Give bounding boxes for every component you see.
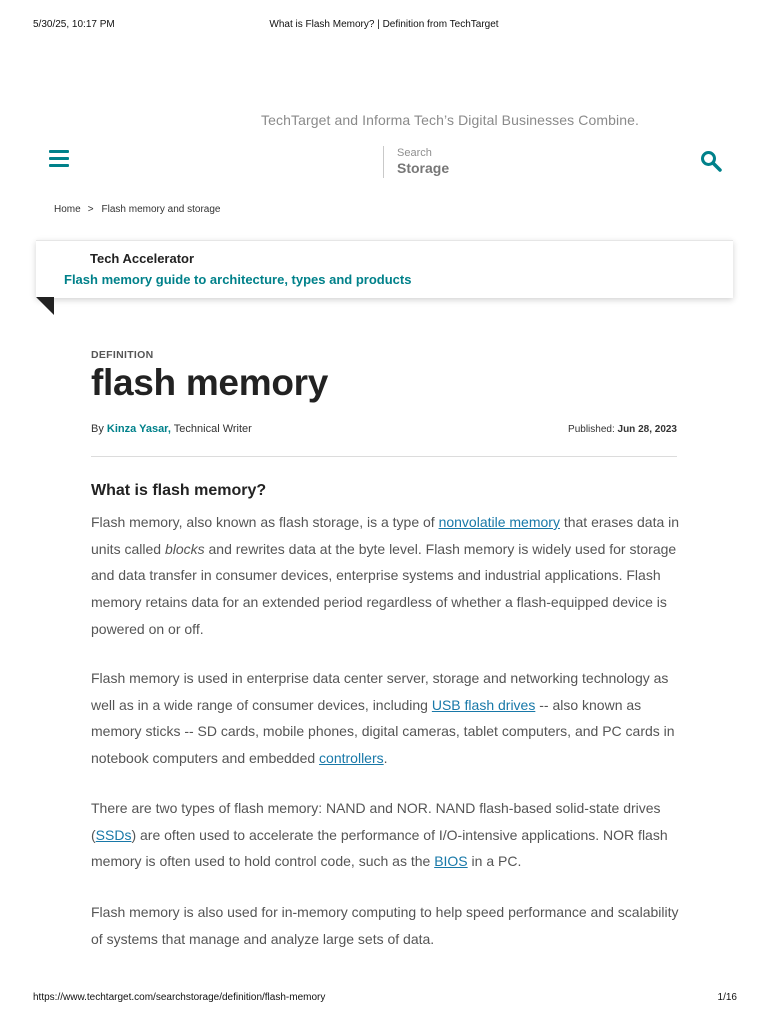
published-label: Published: [568,424,618,435]
paragraph-text: . [383,750,388,767]
paragraph-text: ) are often used to accelerate the performance of I/O-intensive applications. NOR flash memory is often used to hold control code, such as the [91,826,668,870]
search-label: Search [397,147,432,159]
paragraph-text: Flash memory is used in enterprise data center server, storage and networking technology as well as in a wide range of consumer devices, including [91,670,669,713]
emphasis-text: blocks [164,540,205,557]
magnifier-icon[interactable] [699,149,723,173]
paragraph-text: Flash memory, also known as flash storage, is a type of [91,514,439,530]
section-heading: What is flash memory? [91,482,267,499]
ssds-link[interactable]: SSDs [95,826,132,843]
tech-accelerator-link[interactable]: Flash memory guide to architecture, types and products [64,272,412,287]
paragraph-text: in a PC. [467,853,522,870]
definition-kicker: DEFINITION [91,349,154,361]
published-date-value: Jun 28, 2023 [617,424,677,435]
divider [91,456,677,457]
byline [91,423,252,435]
paragraph-2 [91,665,681,772]
print-page-number: 1/16 [717,992,737,1003]
published-date [568,424,677,435]
paragraph-text: -- also known as memory sticks -- SD cards, mobile phones, digital cameras, tablet computers, and PC cards in notebook computers and embedded [91,696,675,767]
breadcrumb-separator: > [87,204,94,215]
breadcrumb [54,204,220,215]
nonvolatile-memory-link[interactable]: nonvolatile memory [438,514,560,530]
print-page-title: What is Flash Memory? | Definition from TechTarget [269,19,499,30]
card-fold-corner [36,297,54,315]
author-role: Technical Writer [170,423,252,435]
hamburger-menu-icon[interactable] [49,150,69,168]
announcement-banner[interactable]: TechTarget and Informa Tech’s Digital Businesses Combine. [261,112,639,128]
paragraph-text: and rewrites data at the byte level. Flash memory is widely used for storage and data transfer in consumer devices, enterprise systems and industrial applications. Flash memory retains data for an extended period regardless of whether a flash-equipped device is powered on or off. [91,540,677,637]
usb-flash-drives-link[interactable]: USB flash drives [431,696,536,713]
print-url: https://www.techtarget.com/searchstorage/definition/flash-memory [33,992,326,1003]
tech-accelerator-label: Tech Accelerator [90,251,195,266]
paragraph-3 [91,795,681,875]
breadcrumb-home-link[interactable]: Home [54,204,81,215]
paragraph-text: that erases data in units called [91,514,680,557]
paragraph-1 [91,509,681,643]
controllers-link[interactable]: controllers [319,750,384,767]
search-section: Storage [397,160,450,176]
byline-prefix: By [91,423,107,435]
search-input[interactable] [383,146,449,178]
bios-link[interactable]: BIOS [434,853,468,870]
paragraph-4: Flash memory is also used for in-memory computing to help speed performance and scalability of systems that manage and analyze large sets of data. [91,904,679,947]
breadcrumb-current-link[interactable]: Flash memory and storage [101,204,221,215]
print-datetime: 5/30/25, 10:17 PM [33,19,115,30]
author-link[interactable]: Kinza Yasar, [106,423,171,435]
paragraph-text: There are two types of flash memory: NAND and NOR. NAND flash-based solid-state drives ( [91,800,661,843]
tech-accelerator-card [36,240,733,298]
page-title: flash memory [91,362,328,403]
